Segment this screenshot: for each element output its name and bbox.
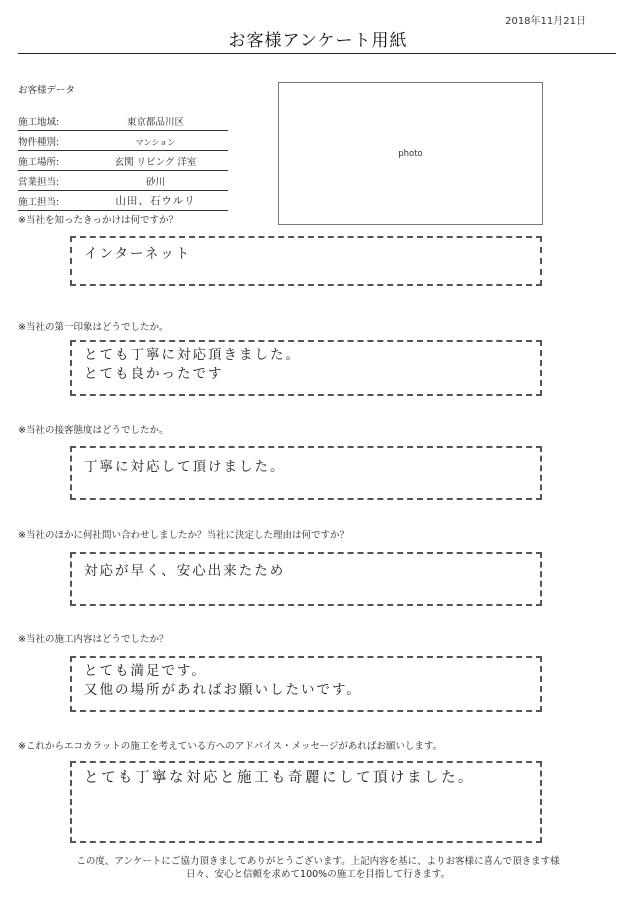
- answer-box-how-found: [70, 236, 542, 286]
- handwritten-answer: とても丁寧に対応頂きました。: [84, 347, 301, 363]
- info-value-handwritten: 山田、石ウルリ: [115, 195, 196, 207]
- info-row-location: [18, 152, 228, 171]
- info-value: 東京都品川区: [126, 117, 184, 128]
- survey-date: 2018年11月21日: [505, 16, 586, 27]
- question-work-quality: ※当社の施工内容はどうでしたか？: [18, 634, 169, 645]
- answer-box-advice-message: [70, 761, 542, 843]
- customer-data-heading: お客様データ: [18, 85, 76, 96]
- question-other-companies: ※当社のほかに何社問い合わせしましたか？当社に決定した理由は何ですか？: [18, 530, 349, 541]
- footer-message: [0, 855, 636, 881]
- handwritten-answer: とても丁寧な対応と施工も奇麗にして頂けました。: [84, 770, 475, 786]
- footer-line: 日々、安心と信頼を求めて100%の施工を目指して行きます。: [186, 869, 450, 880]
- handwritten-answer: 対応が早く、安心出来たため: [84, 563, 286, 579]
- info-row-property-type: [18, 132, 228, 151]
- info-row-installer: [18, 192, 228, 211]
- answer-box-work-quality: [70, 656, 542, 712]
- customer-data-table: [18, 112, 228, 212]
- handwritten-answer: インターネット: [84, 246, 192, 262]
- photo-placeholder: [278, 82, 543, 225]
- handwritten-answer: とても良かったです: [84, 366, 224, 382]
- answer-box-service-attitude: [70, 446, 542, 500]
- title-underline: [18, 53, 616, 54]
- info-label: 施工場所:: [18, 157, 60, 168]
- answer-box-other-companies: [70, 552, 542, 606]
- info-label: 営業担当:: [18, 177, 60, 188]
- question-service-attitude: ※当社の接客態度はどうでしたか。: [18, 425, 169, 436]
- handwritten-answer: 又他の場所があればお願いしたいです。: [84, 682, 362, 698]
- info-row-area: [18, 112, 228, 131]
- page-title: お客様アンケート用紙: [228, 31, 408, 51]
- answer-box-first-impression: [70, 340, 542, 396]
- info-row-sales-rep: [18, 172, 228, 191]
- footer-line: この度、アンケートにご協力頂きましてありがとうございます。上記内容を基に、よりお客様に喜んで頂きます様: [76, 856, 560, 867]
- info-value: 玄関 リビング 洋室: [114, 157, 197, 168]
- info-value: マンション: [135, 138, 176, 147]
- photo-label: photo: [398, 148, 423, 159]
- question-first-impression: ※当社の第一印象はどうでしたか。: [18, 322, 169, 333]
- info-label: 物件種別:: [18, 137, 60, 148]
- question-advice-message: ※これからエコカラットの施工を考えている方へのアドバイス・メッセージがあればお願いします。: [18, 741, 443, 752]
- handwritten-answer: とても満足です。: [84, 663, 207, 679]
- handwritten-answer: 丁寧に対応して頂けました。: [84, 459, 286, 475]
- info-label: 施工担当:: [18, 197, 60, 208]
- info-value: 砂川: [145, 177, 165, 188]
- question-how-found: ※当社を知ったきっかけは何ですか？: [18, 215, 178, 226]
- info-label: 施工地域:: [18, 117, 60, 128]
